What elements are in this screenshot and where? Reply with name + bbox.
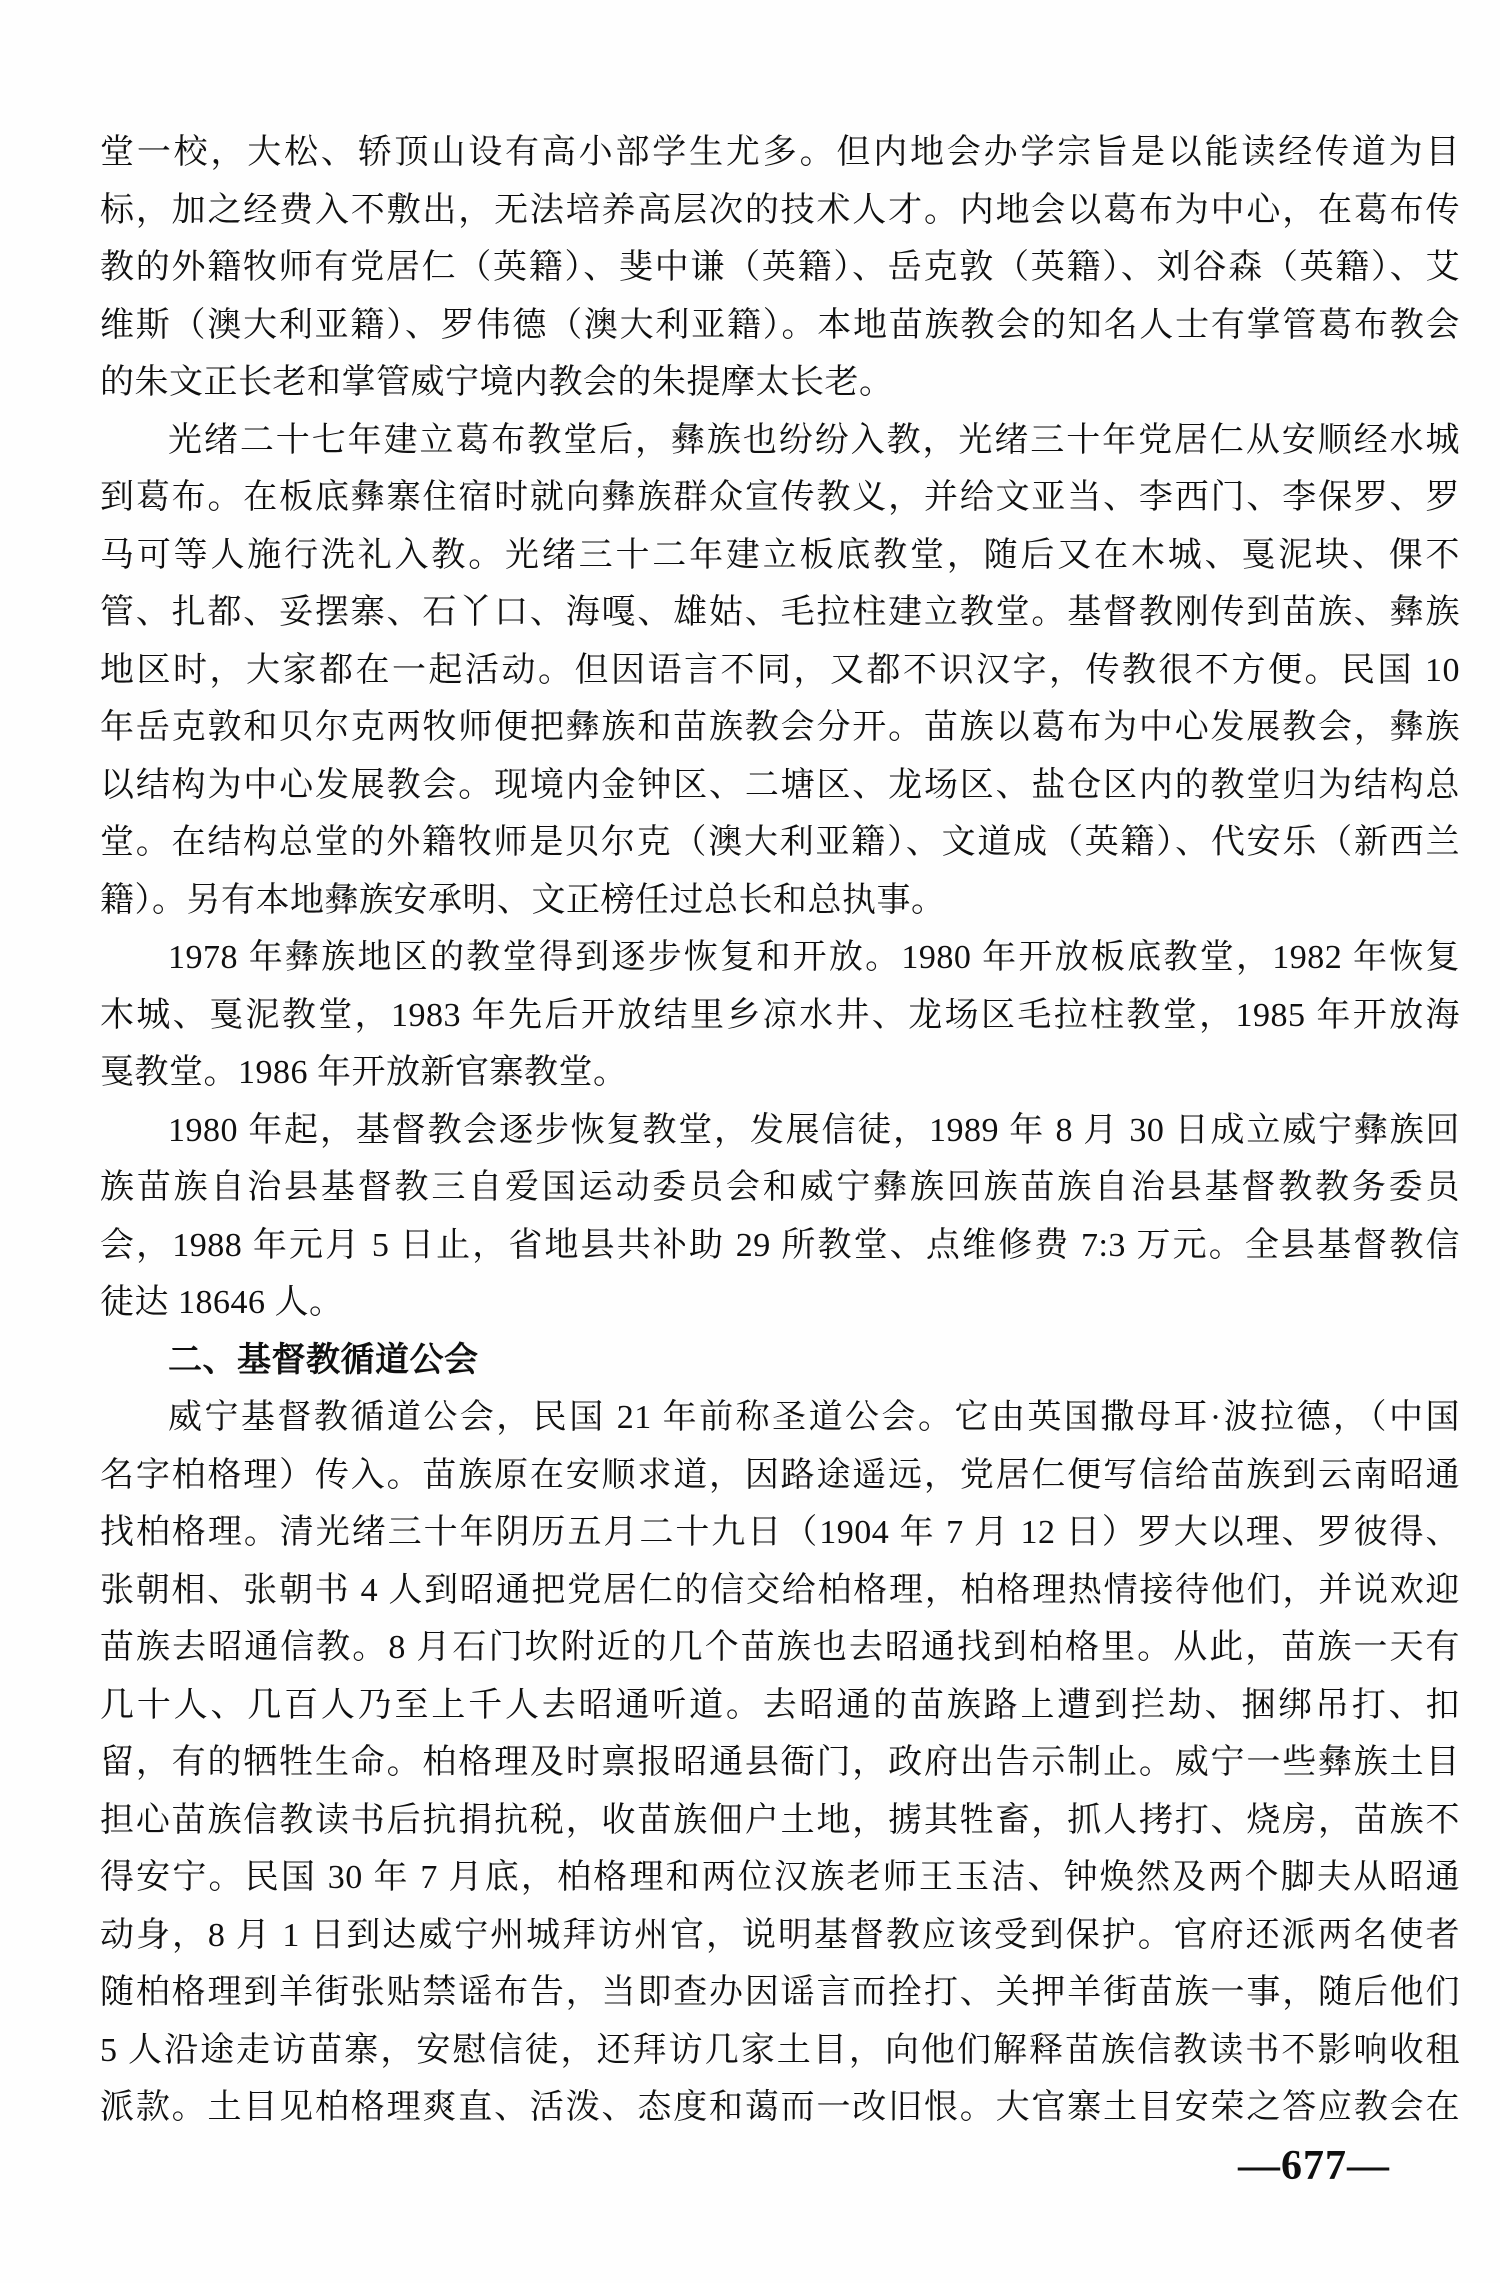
text-line: 堂一校，大松、轿顶山设有高小部学生尤多。但内地会办学宗旨是以能读经传道为目 — [100, 134, 1460, 171]
text-line: 担心苗族信教读书后抗捐抗税，收苗族佃户土地，掳其牲畜，抓人拷打、烧房，苗族不 — [100, 1801, 1460, 1839]
text-line: 管、扎都、妥摆寨、石丫口、海嘎、雄姑、毛拉柱建立教堂。基督教刚传到苗族、彝族 — [100, 594, 1460, 631]
text-line: 标，加之经费入不敷出，无法培养高层次的技术人才。内地会以葛布为中心，在葛布传 — [100, 191, 1460, 229]
text-line: 到葛布。在板底彝寨住宿时就向彝族群众宣传教义，并给文亚当、李西门、李保罗、罗 — [100, 479, 1460, 516]
section-heading: 二、基督教循道公会 — [168, 1341, 479, 1379]
text-line: 以结构为中心发展教会。现境内金钟区、二塘区、龙场区、盐仓区内的教堂归为结构总 — [100, 766, 1460, 804]
text-line: 马可等人施行洗礼入教。光绪三十二年建立板底教堂，随后又在木城、戛泥块、倮不 — [100, 536, 1460, 574]
text-line: 光绪二十七年建立葛布教堂后，彝族也纷纷入教，光绪三十年党居仁从安顺经水城 — [168, 421, 1460, 459]
text-line: 戛教堂。1986 年开放新官寨教堂。 — [100, 1054, 628, 1091]
page-number: —677— — [1238, 2143, 1390, 2189]
text-line: 动身，8 月 1 日到达威宁州城拜访州官，说明基督教应该受到保护。官府还派两名使者 — [100, 1916, 1460, 1954]
text-line: 维斯（澳大利亚籍）、罗伟德（澳大利亚籍）。本地苗族教会的知名人士有掌管葛布教会 — [100, 306, 1460, 344]
text-line: 几十人、几百人乃至上千人去昭通听道。去昭通的苗族路上遭到拦劫、捆绑吊打、扣 — [100, 1686, 1460, 1724]
text-line: 派款。土目见柏格理爽直、活泼、态度和蔼而一改旧恨。大官寨土目安荣之答应教会在 — [100, 2089, 1460, 2126]
text-line: 族苗族自治县基督教三自爱国运动委员会和威宁彝族回族苗族自治县基督教教务委员 — [100, 1169, 1460, 1206]
text-body — [100, 124, 1460, 2137]
text-line: 年岳克敦和贝尔克两牧师便把彝族和苗族教会分开。苗族以葛布为中心发展教会，彝族 — [100, 709, 1460, 746]
text-line: 名字柏格理）传入。苗族原在安顺求道，因路途遥远，党居仁便写信给苗族到云南昭通 — [100, 1456, 1460, 1494]
text-line: 张朝相、张朝书 4 人到昭通把党居仁的信交给柏格理，柏格理热情接待他们，并说欢迎 — [100, 1571, 1460, 1609]
text-line: 徒达 18646 人。 — [100, 1284, 344, 1321]
text-line: 得安宁。民国 30 年 7 月底，柏格理和两位汉族老师王玉洁、钟焕然及两个脚夫从昭通 — [100, 1859, 1460, 1896]
text-line: 会，1988 年元月 5 日止，省地县共补助 29 所教堂、点维修费 7:3 万元。全县基督教信 — [100, 1226, 1460, 1264]
text-line: 地区时，大家都在一起活动。但因语言不同，又都不识汉字，传教很不方便。民国 10 — [100, 651, 1460, 689]
text-line: 教的外籍牧师有党居仁（英籍）、斐中谦（英籍）、岳克敦（英籍）、刘谷森（英籍）、艾 — [100, 249, 1460, 286]
text-line: 留，有的牺牲生命。柏格理及时禀报昭通县衙门，政府出告示制止。威宁一些彝族土目 — [100, 1744, 1460, 1781]
text-line: 威宁基督教循道公会，民国 21 年前称圣道公会。它由英国撒母耳·波拉德，（中国 — [168, 1399, 1460, 1436]
text-line: 找柏格理。清光绪三十年阴历五月二十九日（1904 年 7 月 12 日）罗大以理、罗彼得、 — [100, 1514, 1460, 1551]
text-line: 籍）。另有本地彝族安承明、文正榜任过总长和总执事。 — [100, 881, 946, 919]
text-line: 5 人沿途走访苗寨，安慰信徒，还拜访几家土目，向他们解释苗族信教读书不影响收租 — [100, 2031, 1460, 2069]
text-line: 苗族去昭通信教。8 月石门坎附近的几个苗族也去昭通找到柏格里。从此，苗族一天有 — [100, 1629, 1460, 1666]
text-line: 的朱文正长老和掌管威宁境内教会的朱提摩太长老。 — [100, 364, 894, 401]
text-line: 1980 年起，基督教会逐步恢复教堂，发展信徒，1989 年 8 月 30 日成立威宁彝族回 — [168, 1111, 1460, 1149]
text-line: 随柏格理到羊街张贴禁谣布告，当即查办因谣言而拴打、关押羊街苗族一事，随后他们 — [100, 1974, 1460, 2011]
text-line: 1978 年彝族地区的教堂得到逐步恢复和开放。1980 年开放板底教堂，1982 年恢复 — [168, 939, 1460, 976]
text-line: 堂。在结构总堂的外籍牧师是贝尔克（澳大利亚籍）、文道成（英籍）、代安乐（新西兰 — [100, 824, 1460, 861]
text-line: 木城、戛泥教堂，1983 年先后开放结里乡凉水井、龙场区毛拉柱教堂，1985 年开放海 — [100, 996, 1460, 1034]
